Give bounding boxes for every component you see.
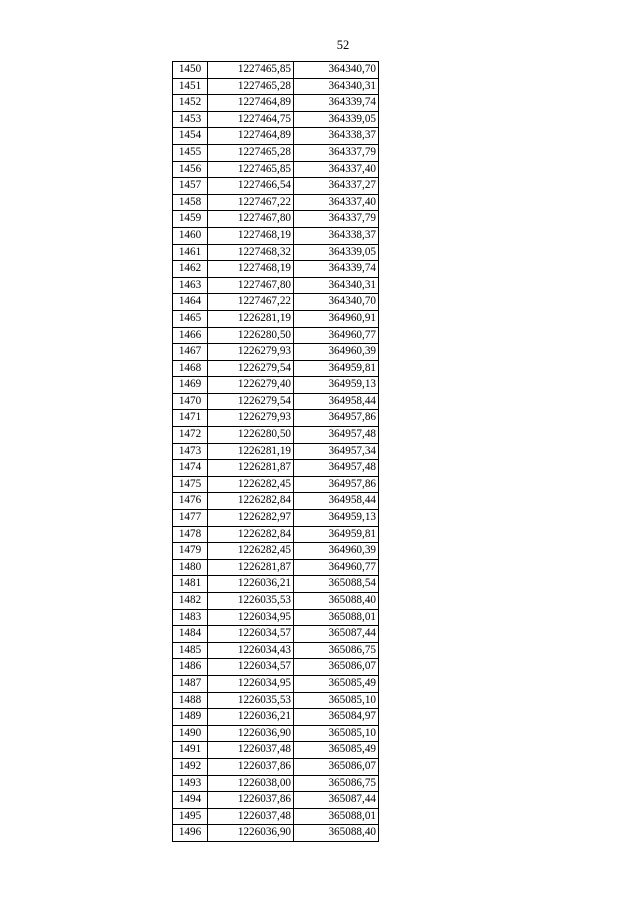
x-coordinate-cell: 1226034,43 xyxy=(208,642,294,659)
table-row xyxy=(173,725,379,742)
point-number-cell: 1483 xyxy=(173,609,208,626)
y-coordinate-cell: 364340,70 xyxy=(294,62,379,79)
x-coordinate-cell: 1227466,54 xyxy=(208,178,294,195)
x-coordinate-cell: 1226037,86 xyxy=(208,758,294,775)
y-coordinate-cell: 364340,70 xyxy=(294,294,379,311)
x-coordinate-cell: 1226035,53 xyxy=(208,692,294,709)
y-coordinate-cell: 365088,40 xyxy=(294,593,379,610)
y-coordinate-cell: 364339,05 xyxy=(294,111,379,128)
point-number-cell: 1461 xyxy=(173,244,208,261)
y-coordinate-cell: 365085,10 xyxy=(294,725,379,742)
point-number-cell: 1450 xyxy=(173,62,208,79)
table-row xyxy=(173,758,379,775)
point-number-cell: 1451 xyxy=(173,78,208,95)
x-coordinate-cell: 1227468,19 xyxy=(208,261,294,278)
table-row xyxy=(173,493,379,510)
point-number-cell: 1493 xyxy=(173,775,208,792)
x-coordinate-cell: 1227467,80 xyxy=(208,277,294,294)
table-row xyxy=(173,310,379,327)
x-coordinate-cell: 1226282,84 xyxy=(208,493,294,510)
x-coordinate-cell: 1226037,86 xyxy=(208,792,294,809)
point-number-cell: 1479 xyxy=(173,543,208,560)
x-coordinate-cell: 1226280,50 xyxy=(208,427,294,444)
point-number-cell: 1480 xyxy=(173,559,208,576)
point-number-cell: 1477 xyxy=(173,510,208,527)
y-coordinate-cell: 364338,37 xyxy=(294,227,379,244)
y-coordinate-cell: 364958,44 xyxy=(294,493,379,510)
y-coordinate-cell: 364960,39 xyxy=(294,344,379,361)
y-coordinate-cell: 365086,07 xyxy=(294,758,379,775)
y-coordinate-cell: 365086,75 xyxy=(294,775,379,792)
y-coordinate-cell: 365088,01 xyxy=(294,808,379,825)
y-coordinate-cell: 364957,34 xyxy=(294,443,379,460)
y-coordinate-cell: 364960,39 xyxy=(294,543,379,560)
x-coordinate-cell: 1226034,95 xyxy=(208,609,294,626)
y-coordinate-cell: 364337,79 xyxy=(294,211,379,228)
point-number-cell: 1474 xyxy=(173,460,208,477)
table-row xyxy=(173,111,379,128)
table-row xyxy=(173,526,379,543)
x-coordinate-cell: 1226282,45 xyxy=(208,476,294,493)
y-coordinate-cell: 365088,54 xyxy=(294,576,379,593)
x-coordinate-cell: 1227468,32 xyxy=(208,244,294,261)
table-row xyxy=(173,443,379,460)
point-number-cell: 1469 xyxy=(173,377,208,394)
y-coordinate-cell: 364338,37 xyxy=(294,128,379,145)
point-number-cell: 1457 xyxy=(173,178,208,195)
table-row xyxy=(173,410,379,427)
y-coordinate-cell: 364958,44 xyxy=(294,393,379,410)
x-coordinate-cell: 1227464,75 xyxy=(208,111,294,128)
table-row xyxy=(173,178,379,195)
table-row xyxy=(173,543,379,560)
table-row xyxy=(173,427,379,444)
point-number-cell: 1456 xyxy=(173,161,208,178)
table-row xyxy=(173,642,379,659)
table-row xyxy=(173,609,379,626)
x-coordinate-cell: 1227464,89 xyxy=(208,95,294,112)
table-row xyxy=(173,277,379,294)
point-number-cell: 1454 xyxy=(173,128,208,145)
point-number-cell: 1490 xyxy=(173,725,208,742)
point-number-cell: 1472 xyxy=(173,427,208,444)
point-number-cell: 1468 xyxy=(173,360,208,377)
point-number-cell: 1465 xyxy=(173,310,208,327)
x-coordinate-cell: 1227468,19 xyxy=(208,227,294,244)
table-row xyxy=(173,393,379,410)
y-coordinate-cell: 364340,31 xyxy=(294,277,379,294)
table-row xyxy=(173,144,379,161)
table-row xyxy=(173,95,379,112)
x-coordinate-cell: 1226280,50 xyxy=(208,327,294,344)
point-number-cell: 1467 xyxy=(173,344,208,361)
y-coordinate-cell: 364957,86 xyxy=(294,410,379,427)
x-coordinate-cell: 1226038,00 xyxy=(208,775,294,792)
point-number-cell: 1482 xyxy=(173,593,208,610)
x-coordinate-cell: 1226035,53 xyxy=(208,593,294,610)
point-number-cell: 1484 xyxy=(173,626,208,643)
y-coordinate-cell: 365085,49 xyxy=(294,675,379,692)
x-coordinate-cell: 1226282,45 xyxy=(208,543,294,560)
x-coordinate-cell: 1226034,57 xyxy=(208,626,294,643)
table-row xyxy=(173,244,379,261)
point-number-cell: 1488 xyxy=(173,692,208,709)
table-row xyxy=(173,327,379,344)
y-coordinate-cell: 364339,05 xyxy=(294,244,379,261)
table-row xyxy=(173,360,379,377)
y-coordinate-cell: 364339,74 xyxy=(294,95,379,112)
x-coordinate-cell: 1227467,80 xyxy=(208,211,294,228)
x-coordinate-cell: 1226037,48 xyxy=(208,742,294,759)
point-number-cell: 1487 xyxy=(173,675,208,692)
y-coordinate-cell: 365085,49 xyxy=(294,742,379,759)
x-coordinate-cell: 1226282,84 xyxy=(208,526,294,543)
y-coordinate-cell: 365087,44 xyxy=(294,626,379,643)
table-row xyxy=(173,161,379,178)
x-coordinate-cell: 1226282,97 xyxy=(208,510,294,527)
x-coordinate-cell: 1226281,87 xyxy=(208,559,294,576)
table-row xyxy=(173,194,379,211)
x-coordinate-cell: 1226281,87 xyxy=(208,460,294,477)
point-number-cell: 1460 xyxy=(173,227,208,244)
table-row xyxy=(173,294,379,311)
point-number-cell: 1478 xyxy=(173,526,208,543)
x-coordinate-cell: 1227465,85 xyxy=(208,161,294,178)
x-coordinate-cell: 1226279,54 xyxy=(208,393,294,410)
table-row xyxy=(173,593,379,610)
table-row xyxy=(173,675,379,692)
table-row xyxy=(173,261,379,278)
coordinates-table-body xyxy=(173,62,379,842)
point-number-cell: 1473 xyxy=(173,443,208,460)
table-row xyxy=(173,775,379,792)
x-coordinate-cell: 1226036,90 xyxy=(208,825,294,842)
point-number-cell: 1470 xyxy=(173,393,208,410)
y-coordinate-cell: 364960,77 xyxy=(294,327,379,344)
y-coordinate-cell: 364959,81 xyxy=(294,526,379,543)
table-row xyxy=(173,227,379,244)
table-row xyxy=(173,476,379,493)
y-coordinate-cell: 364337,27 xyxy=(294,178,379,195)
table-row xyxy=(173,692,379,709)
point-number-cell: 1481 xyxy=(173,576,208,593)
point-number-cell: 1459 xyxy=(173,211,208,228)
table-row xyxy=(173,709,379,726)
y-coordinate-cell: 364337,79 xyxy=(294,144,379,161)
x-coordinate-cell: 1227465,28 xyxy=(208,78,294,95)
table-row xyxy=(173,559,379,576)
table-row xyxy=(173,510,379,527)
coordinates-table xyxy=(172,61,379,842)
table-row xyxy=(173,825,379,842)
x-coordinate-cell: 1226281,19 xyxy=(208,310,294,327)
x-coordinate-cell: 1227465,85 xyxy=(208,62,294,79)
x-coordinate-cell: 1226036,21 xyxy=(208,709,294,726)
x-coordinate-cell: 1226034,95 xyxy=(208,675,294,692)
y-coordinate-cell: 365088,40 xyxy=(294,825,379,842)
y-coordinate-cell: 364340,31 xyxy=(294,78,379,95)
table-row xyxy=(173,742,379,759)
y-coordinate-cell: 364959,13 xyxy=(294,377,379,394)
point-number-cell: 1495 xyxy=(173,808,208,825)
x-coordinate-cell: 1226036,21 xyxy=(208,576,294,593)
y-coordinate-cell: 365087,44 xyxy=(294,792,379,809)
point-number-cell: 1452 xyxy=(173,95,208,112)
table-row xyxy=(173,128,379,145)
x-coordinate-cell: 1227465,28 xyxy=(208,144,294,161)
point-number-cell: 1489 xyxy=(173,709,208,726)
x-coordinate-cell: 1227467,22 xyxy=(208,294,294,311)
point-number-cell: 1462 xyxy=(173,261,208,278)
page-number: 52 xyxy=(336,38,350,52)
x-coordinate-cell: 1226279,54 xyxy=(208,360,294,377)
table-row xyxy=(173,792,379,809)
point-number-cell: 1494 xyxy=(173,792,208,809)
y-coordinate-cell: 364957,48 xyxy=(294,427,379,444)
point-number-cell: 1458 xyxy=(173,194,208,211)
point-number-cell: 1486 xyxy=(173,659,208,676)
y-coordinate-cell: 365086,75 xyxy=(294,642,379,659)
x-coordinate-cell: 1226034,57 xyxy=(208,659,294,676)
point-number-cell: 1475 xyxy=(173,476,208,493)
point-number-cell: 1455 xyxy=(173,144,208,161)
x-coordinate-cell: 1226279,93 xyxy=(208,410,294,427)
point-number-cell: 1476 xyxy=(173,493,208,510)
x-coordinate-cell: 1226279,93 xyxy=(208,344,294,361)
point-number-cell: 1485 xyxy=(173,642,208,659)
table-row xyxy=(173,659,379,676)
y-coordinate-cell: 364959,13 xyxy=(294,510,379,527)
point-number-cell: 1453 xyxy=(173,111,208,128)
y-coordinate-cell: 365086,07 xyxy=(294,659,379,676)
table-row xyxy=(173,62,379,79)
table-row xyxy=(173,344,379,361)
y-coordinate-cell: 365085,10 xyxy=(294,692,379,709)
y-coordinate-cell: 364960,77 xyxy=(294,559,379,576)
point-number-cell: 1464 xyxy=(173,294,208,311)
x-coordinate-cell: 1227464,89 xyxy=(208,128,294,145)
x-coordinate-cell: 1227467,22 xyxy=(208,194,294,211)
y-coordinate-cell: 364959,81 xyxy=(294,360,379,377)
point-number-cell: 1491 xyxy=(173,742,208,759)
y-coordinate-cell: 364339,74 xyxy=(294,261,379,278)
table-row xyxy=(173,377,379,394)
table-row xyxy=(173,808,379,825)
table-row xyxy=(173,460,379,477)
point-number-cell: 1492 xyxy=(173,758,208,775)
point-number-cell: 1466 xyxy=(173,327,208,344)
y-coordinate-cell: 365088,01 xyxy=(294,609,379,626)
point-number-cell: 1496 xyxy=(173,825,208,842)
table-row xyxy=(173,78,379,95)
y-coordinate-cell: 364957,48 xyxy=(294,460,379,477)
point-number-cell: 1463 xyxy=(173,277,208,294)
x-coordinate-cell: 1226037,48 xyxy=(208,808,294,825)
y-coordinate-cell: 364957,86 xyxy=(294,476,379,493)
y-coordinate-cell: 364337,40 xyxy=(294,161,379,178)
x-coordinate-cell: 1226279,40 xyxy=(208,377,294,394)
y-coordinate-cell: 365084,97 xyxy=(294,709,379,726)
x-coordinate-cell: 1226036,90 xyxy=(208,725,294,742)
table-row xyxy=(173,211,379,228)
y-coordinate-cell: 364960,91 xyxy=(294,310,379,327)
table-row xyxy=(173,576,379,593)
point-number-cell: 1471 xyxy=(173,410,208,427)
table-row xyxy=(173,626,379,643)
x-coordinate-cell: 1226281,19 xyxy=(208,443,294,460)
y-coordinate-cell: 364337,40 xyxy=(294,194,379,211)
